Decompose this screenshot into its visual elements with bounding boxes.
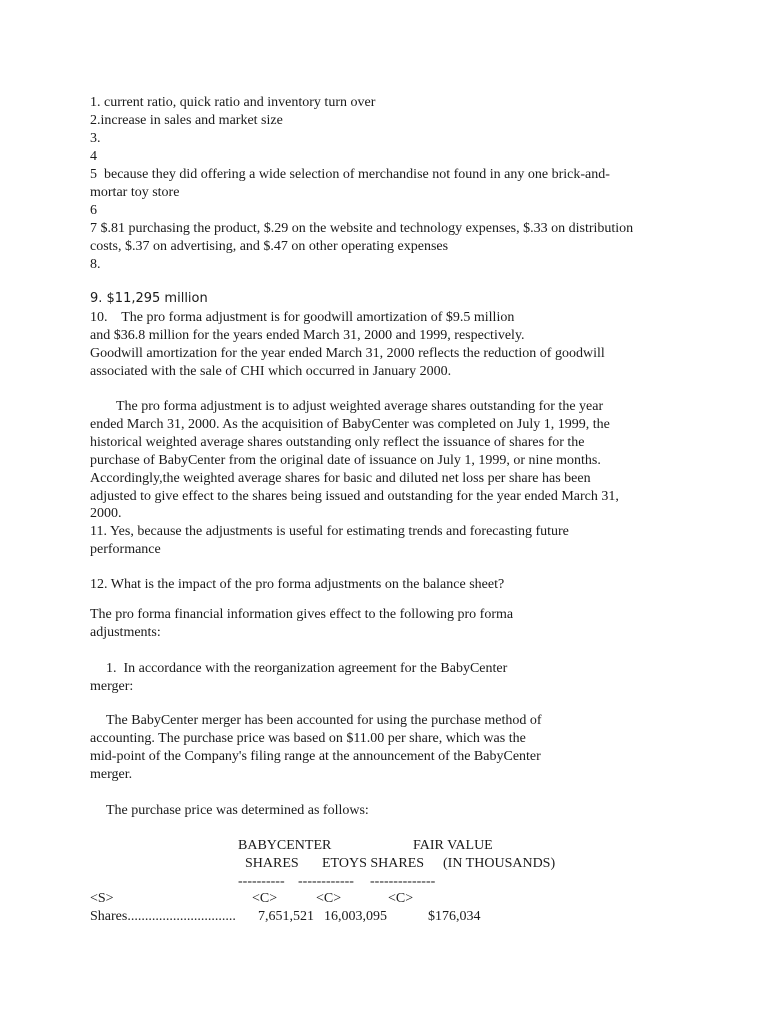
table-cell-etoys-shares: 16,003,095 xyxy=(324,909,387,924)
pro-forma-intro-line-1: The pro forma financial information gives effect to the following pro forma xyxy=(90,607,514,622)
question-12: 12. What is the impact of the pro forma adjustments on the balance sheet? xyxy=(90,577,505,592)
merger-paragraph-line-1: The BabyCenter merger has been accounted for using the purchase method of xyxy=(106,713,542,728)
answer-3: 3. xyxy=(90,131,101,146)
table-tag-s: <S> xyxy=(90,891,114,906)
answer-11-line-2: performance xyxy=(90,542,161,557)
purchase-price-intro: The purchase price was determined as follows: xyxy=(106,803,369,818)
answer-4: 4 xyxy=(90,149,97,164)
table-header-fair-value: FAIR VALUE xyxy=(413,838,493,853)
table-tag-c-1: <C> xyxy=(252,891,278,906)
answer-5-line-2: mortar toy store xyxy=(90,185,180,200)
paragraph-shares-line-5: Accordingly,the weighted average shares for basic and diluted net loss per share has been xyxy=(90,471,591,486)
table-tag-c-2: <C> xyxy=(316,891,342,906)
table-header-in-thousands: (IN THOUSANDS) xyxy=(443,856,556,871)
paragraph-shares-line-7: 2000. xyxy=(90,506,122,521)
table-rule-1: ---------- xyxy=(238,874,285,889)
answer-10-line-2: and $36.8 million for the years ended March 31, 2000 and 1999, respectively. xyxy=(90,328,525,343)
table-row-label: Shares............................... xyxy=(90,909,236,924)
pro-forma-intro-line-2: adjustments: xyxy=(90,625,161,640)
table-tag-c-3: <C> xyxy=(388,891,414,906)
answer-2: 2.increase in sales and market size xyxy=(90,113,283,128)
answer-10-line-4: associated with the sale of CHI which occurred in January 2000. xyxy=(90,364,452,379)
paragraph-shares-line-3: historical weighted average shares outstanding only reflect the issuance of shares for the xyxy=(90,435,585,450)
paragraph-shares-line-2: ended March 31, 2000. As the acquisition of BabyCenter was completed on July 1, 1999, the xyxy=(90,417,610,432)
item-1-line-1: 1. In accordance with the reorganization agreement for the BabyCenter xyxy=(106,661,508,676)
answer-8: 8. xyxy=(90,257,101,272)
answer-6: 6 xyxy=(90,203,97,218)
answer-1: 1. current ratio, quick ratio and inventory turn over xyxy=(90,95,376,110)
table-cell-babycenter-shares: 7,651,521 xyxy=(258,909,314,924)
table-rule-2: ------------ xyxy=(298,874,354,889)
answer-7-line-2: costs, $.37 on advertising, and $.47 on other operating expenses xyxy=(90,239,449,254)
table-cell-fair-value: $176,034 xyxy=(428,909,481,924)
answer-5-line-1: 5 because they did offering a wide selection of merchandise not found in any one brick-and- xyxy=(90,167,610,182)
answer-11-line-1: 11. Yes, because the adjustments is useful for estimating trends and forecasting future xyxy=(90,524,569,539)
table-header-babycenter: BABYCENTER xyxy=(238,838,332,853)
answer-10-line-1: 10. The pro forma adjustment is for goodwill amortization of $9.5 million xyxy=(90,310,515,325)
merger-paragraph-line-2: accounting. The purchase price was based on $11.00 per share, which was the xyxy=(90,731,526,746)
item-1-line-2: merger: xyxy=(90,679,134,694)
answer-7-line-1: 7 $.81 purchasing the product, $.29 on the website and technology expenses, $.33 on distribution xyxy=(90,221,634,236)
paragraph-shares-line-6: adjusted to give effect to the shares being issued and outstanding for the year ended March 31, xyxy=(90,489,619,504)
answer-10-line-3: Goodwill amortization for the year ended March 31, 2000 reflects the reduction of goodwill xyxy=(90,346,605,361)
merger-paragraph-line-4: merger. xyxy=(90,767,133,782)
merger-paragraph-line-3: mid-point of the Company's filing range at the announcement of the BabyCenter xyxy=(90,749,541,764)
table-header-shares: SHARES xyxy=(245,856,299,871)
table-rule-3: -------------- xyxy=(370,874,436,889)
table-header-etoys-shares: ETOYS SHARES xyxy=(322,856,425,871)
answer-9: 9. $11,295 million xyxy=(90,291,208,306)
paragraph-shares-line-1: The pro forma adjustment is to adjust weighted average shares outstanding for the year xyxy=(116,399,604,414)
paragraph-shares-line-4: purchase of BabyCenter from the original date of issuance on July 1, 1999, or nine months. xyxy=(90,453,601,468)
